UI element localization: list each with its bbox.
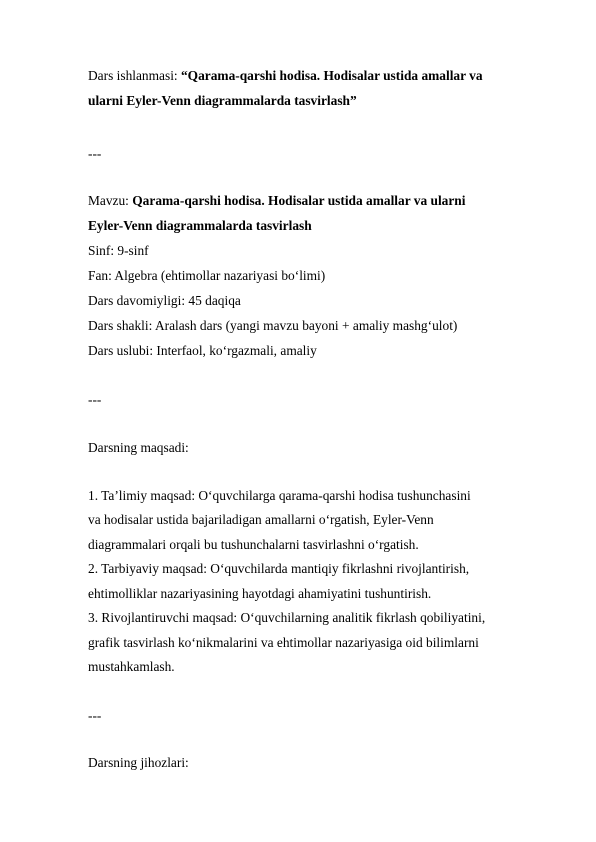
goals-heading: Darsning maqsadi: [88,440,189,455]
topic-label: Mavzu: [88,193,133,208]
info-line-duration: Dars davomiyligi: 45 daqiqa [88,293,241,308]
lesson-title-part-1: “Qarama-qarshi hodisa. Hodisalar ustida amallar va [180,68,483,83]
info-line-method: Dars uslubi: Interfaol, ko‘rgazmali, amaliy [88,343,317,358]
goals-line-6: 3. Rivojlantiruvchi maqsad: O‘quvchilarning analitik fikrlash qobiliyatini, [88,610,486,625]
info-line-subject: Fan: Algebra (ehtimollar nazariyasi bo‘limi) [88,268,326,283]
lesson-title-part-2: ularni Eyler-Venn diagrammalarda tasvirlash” [88,93,357,108]
info-line-grade: Sinf: 9-sinf [88,243,149,258]
goals-line-3: diagrammalari orqali bu tushunchalarni tasvirlashni o‘rgatish. [88,537,419,552]
topic-title-part-2: Eyler-Venn diagrammalarda tasvirlash [88,218,312,233]
topic-title-part-1: Qarama-qarshi hodisa. Hodisalar ustida amallar va ularni [132,193,466,208]
goals-line-8: mustahkamlash. [88,659,175,674]
goals-line-7: grafik tasvirlash ko‘nikmalarini va ehtimollar nazariyasiga oid bilimlarni [88,635,479,650]
goals-line-1: 1. Ta’limiy maqsad: O‘quvchilarga qarama-qarshi hodisa tushunchasini [88,488,471,503]
document-title-line-1 [88,68,483,84]
goals-line-2: va hodisalar ustida bajariladigan amallarni o‘rgatish, Eyler-Venn [88,512,434,527]
goals-line-4: 2. Tarbiyaviy maqsad: O‘quvchilarda mantiqiy fikrlashni rivojlantirish, [88,561,470,576]
equipment-heading: Darsning jihozlari: [88,755,189,770]
lesson-plan-label: Dars ishlanmasi: [88,68,181,83]
goals-line-5: ehtimolliklar nazariyasining hayotdagi ahamiyatini tushuntirish. [88,586,432,601]
separator-1: --- [88,146,102,161]
separator-3: --- [88,708,102,723]
topic-line-1 [88,193,465,209]
separator-2: --- [88,392,102,407]
info-line-format: Dars shakli: Aralash dars (yangi mavzu bayoni + amaliy mashg‘ulot) [88,318,458,333]
